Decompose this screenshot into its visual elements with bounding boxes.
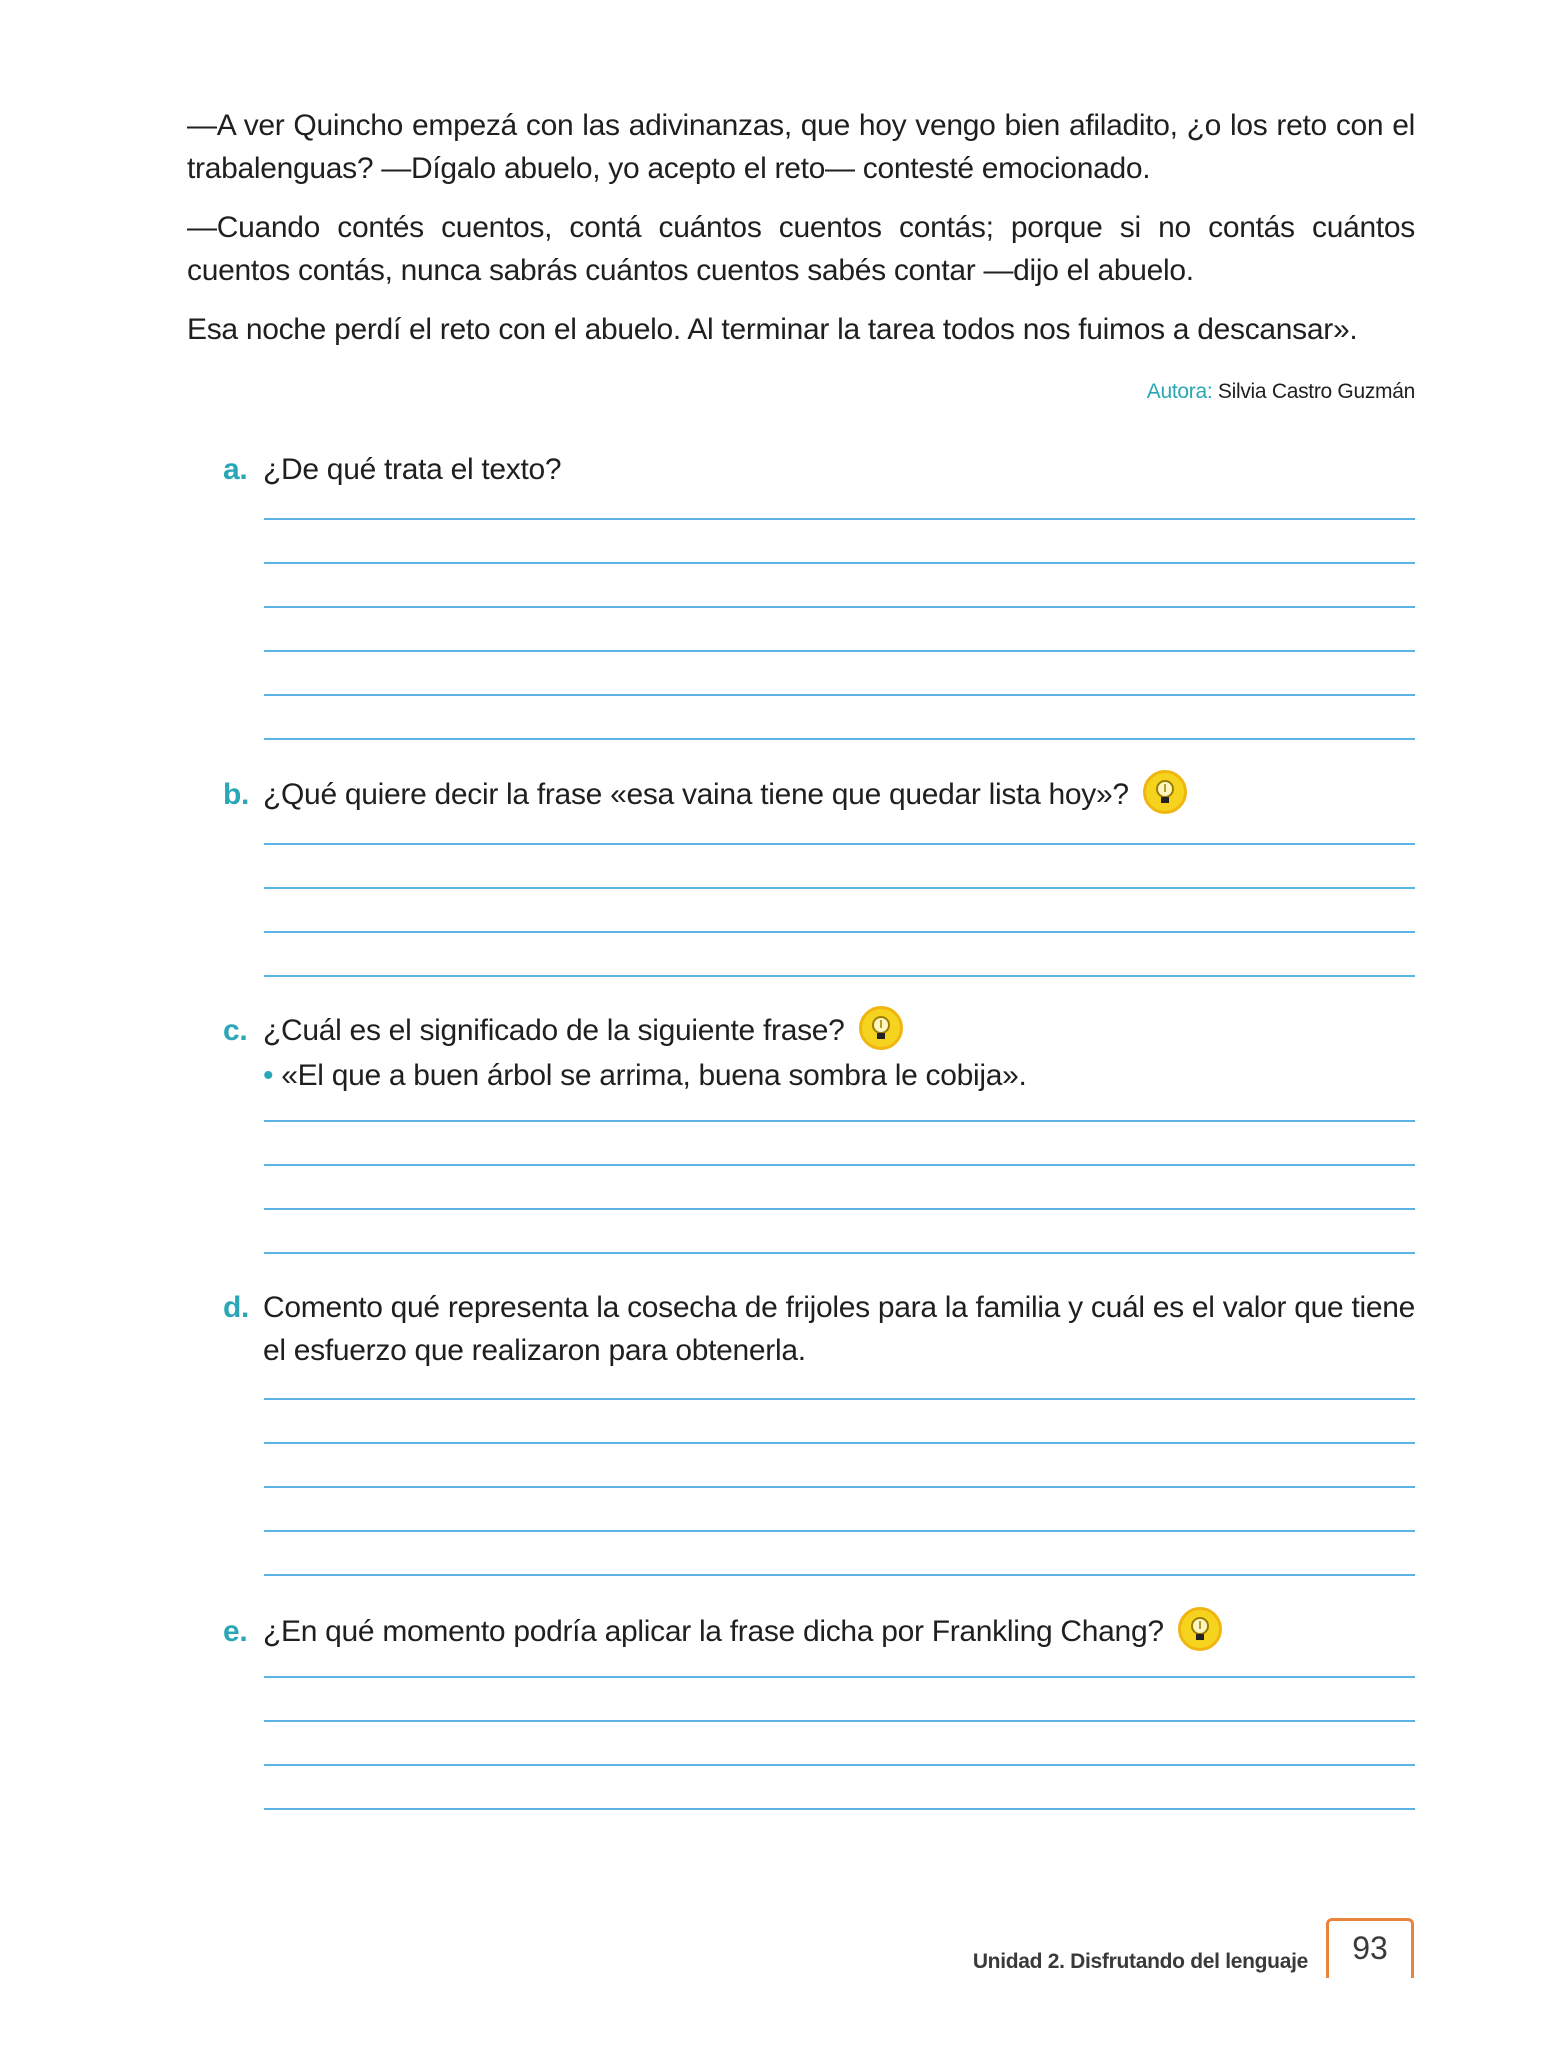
story-paragraph: —A ver Quincho empezá con las adivinanzas, que hoy vengo bien afiladito, ¿o los reto con el trabalenguas? —Dígalo abuelo, yo acepto el reto— contesté emocionado.: [187, 109, 1415, 185]
question-letter: b.: [223, 778, 250, 811]
unit-label: Unidad 2. Disfrutando del lenguaje: [972, 1950, 1308, 1973]
answer-line[interactable]: [264, 1208, 1415, 1210]
answer-line[interactable]: [264, 1530, 1415, 1532]
question-letter: d.: [223, 1291, 250, 1324]
answer-line[interactable]: [264, 843, 1415, 845]
answer-line[interactable]: [264, 1676, 1415, 1678]
question-text: Comento qué representa la cosecha de frijoles para la familia y cuál es el valor que tiene el esfuerzo que realizaron para obtenerla.: [263, 1291, 1415, 1367]
quote-text: «El que a buen árbol se arrima, buena sombra le cobija».: [281, 1059, 1027, 1093]
answer-line[interactable]: [264, 931, 1415, 933]
answer-line[interactable]: [264, 1164, 1415, 1166]
answer-line[interactable]: [264, 1574, 1415, 1576]
quote-bullet-item: [263, 1054, 1415, 1097]
answer-line[interactable]: [264, 606, 1415, 608]
question-e: [187, 1610, 1415, 1655]
question-a: [187, 448, 1415, 491]
question-text: ¿De qué trata el texto?: [263, 453, 562, 486]
question-text: ¿En qué momento podría aplicar la frase dicha por Frankling Chang?: [263, 1615, 1164, 1648]
question-letter: e.: [223, 1615, 248, 1648]
question-text: ¿Qué quiere decir la frase «esa vaina tiene que quedar lista hoy»?: [263, 778, 1129, 811]
author-name: Silvia Castro Guzmán: [1217, 380, 1415, 403]
question-letter: a.: [223, 453, 248, 486]
answer-line[interactable]: [264, 1808, 1415, 1810]
answer-line[interactable]: [264, 1764, 1415, 1766]
question-c: [187, 1009, 1415, 1097]
author-label: Autora:: [1146, 380, 1213, 403]
answer-line[interactable]: [264, 1120, 1415, 1122]
answer-line[interactable]: [264, 887, 1415, 889]
lightbulb-icon: [1143, 770, 1187, 814]
answer-line[interactable]: [264, 1252, 1415, 1254]
answer-line[interactable]: [264, 518, 1415, 520]
page-number: 93: [1326, 1918, 1414, 1978]
answer-line[interactable]: [264, 1398, 1415, 1400]
question-text: ¿Cuál es el significado de la siguiente frase?: [263, 1014, 845, 1047]
author-credit: [1147, 380, 1415, 404]
answer-line[interactable]: [264, 1442, 1415, 1444]
answer-line[interactable]: [264, 650, 1415, 652]
bullet-icon: •: [263, 1059, 274, 1093]
answer-line[interactable]: [264, 975, 1415, 977]
story-paragraph: Esa noche perdí el reto con el abuelo. Al terminar la tarea todos nos fuimos a descansar».: [187, 313, 1358, 346]
story-text: [187, 104, 1415, 367]
answer-line[interactable]: [264, 1720, 1415, 1722]
question-b: [187, 773, 1415, 818]
story-paragraph: —Cuando contés cuentos, contá cuántos cuentos contás; porque si no contás cuántos cuentos contás, nunca sabrás cuántos cuentos sabés contar —dijo el abuelo.: [187, 211, 1415, 287]
question-letter: c.: [223, 1014, 248, 1047]
answer-line[interactable]: [264, 562, 1415, 564]
answer-line[interactable]: [264, 694, 1415, 696]
answer-line[interactable]: [264, 1486, 1415, 1488]
lightbulb-icon: [859, 1006, 903, 1050]
lightbulb-icon: [1178, 1607, 1222, 1651]
answer-line[interactable]: [264, 738, 1415, 740]
question-d: [187, 1286, 1415, 1372]
